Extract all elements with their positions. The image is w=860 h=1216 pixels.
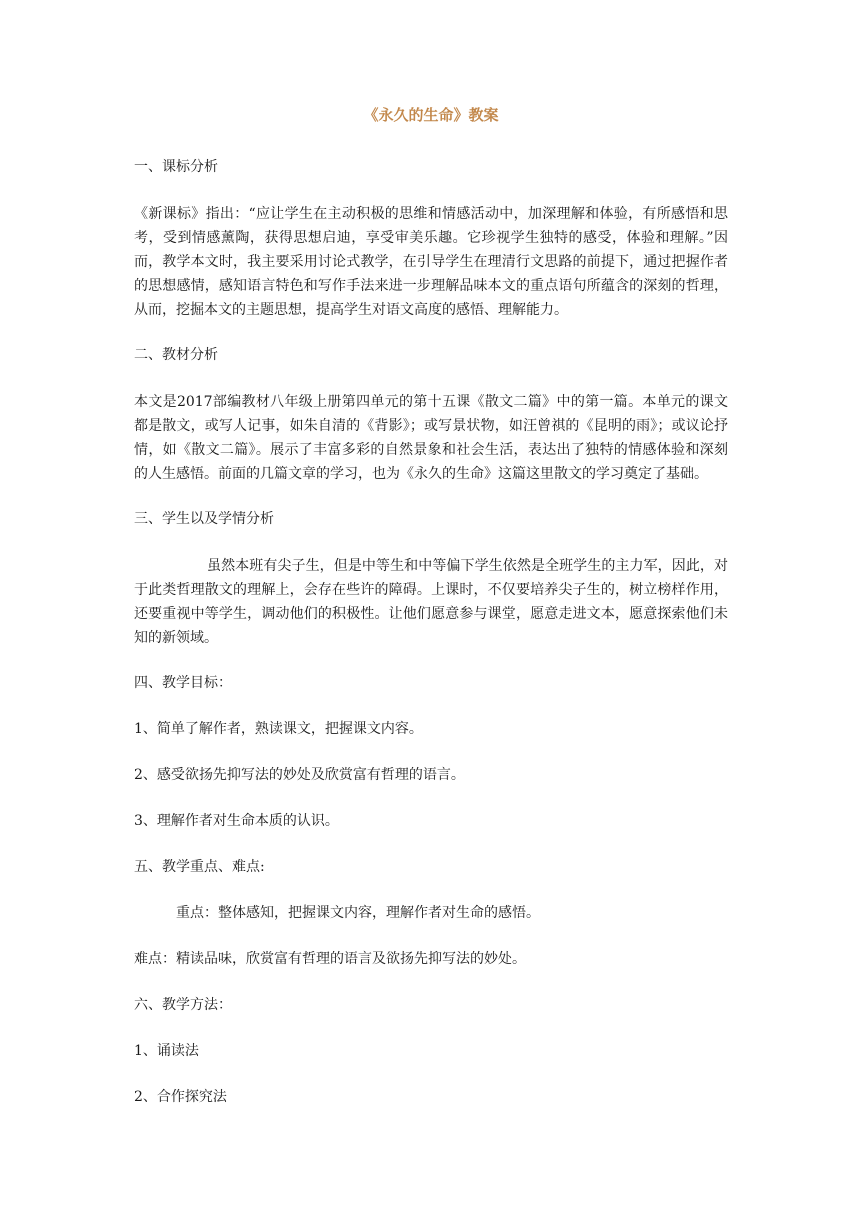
- objective-item: 3、理解作者对生命本质的认识。: [134, 813, 339, 829]
- difficulty-text: 难点：精读品味，欣赏富有哲理的语言及欲扬先抑写法的妙处。: [134, 951, 526, 967]
- section-heading-students: 三、学生以及学情分析: [134, 511, 274, 527]
- objective-item: 1、简单了解作者，熟读课文，把握课文内容。: [134, 721, 423, 737]
- section-heading-curriculum: 一、课标分析: [134, 159, 218, 175]
- section-heading-objectives: 四、教学目标：: [134, 675, 232, 691]
- section-heading-methods: 六、教学方法：: [134, 997, 232, 1013]
- paragraph-curriculum: 《新课标》指出：“应让学生在主动积极的思维和情感活动中，加深理解和体验，有所感悟和思考，受到情感薰陶，获得思想启迪，享受审美乐趣。它珍视学生独特的感受，体验和理解。”因而，教学本文时，我主要采用讨论式教学，在引导学生在理清行文思路的前提下，通过把握作者的思想感情，感知语言特色和写作手法来进一步理解品味本文的重点语句所蕴含的深刻的哲理，从而，挖掘本文的主题思想，提高学生对语文高度的感悟、理解能力。: [134, 206, 728, 318]
- paragraph-textbook: 本文是2017部编教材八年级上册第四单元的第十五课《散文二篇》中的第一篇。本单元的课文都是散文，或写人记事，如朱自清的《背影》；或写景状物，如汪曾祺的《昆明的雨》；或议论抒情，如《散文二篇》。展示了丰富多彩的自然景象和社会生活，表达出了独特的情感体验和深刻的人生感悟。前面的几篇文章的学习，也为《永久的生命》这篇这里散文的学习奠定了基础。: [134, 394, 728, 482]
- section-heading-textbook: 二、教材分析: [134, 347, 218, 363]
- method-item: 2、合作探究法: [134, 1089, 227, 1105]
- objective-item: 2、感受欲扬先抑写法的妙处及欣赏富有哲理的语言。: [134, 767, 465, 783]
- key-point-text: 重点：整体感知，把握课文内容，理解作者对生命的感悟。: [176, 905, 540, 921]
- section-heading-key-points: 五、教学重点、难点:: [134, 859, 265, 875]
- document-title: 《永久的生命》教案: [363, 106, 499, 124]
- method-item: 1、诵读法: [134, 1043, 199, 1059]
- paragraph-students: 虽然本班有尖子生，但是中等生和中等偏下学生依然是全班学生的主力军，因此，对于此类哲理散文的理解上，会存在些许的障碍。上课时，不仅要培养尖子生的，树立榜样作用，还要重视中等学生，调动他们的积极性。让他们愿意参与课堂，愿意走进文本，愿意探索他们未知的新领域。: [134, 558, 728, 646]
